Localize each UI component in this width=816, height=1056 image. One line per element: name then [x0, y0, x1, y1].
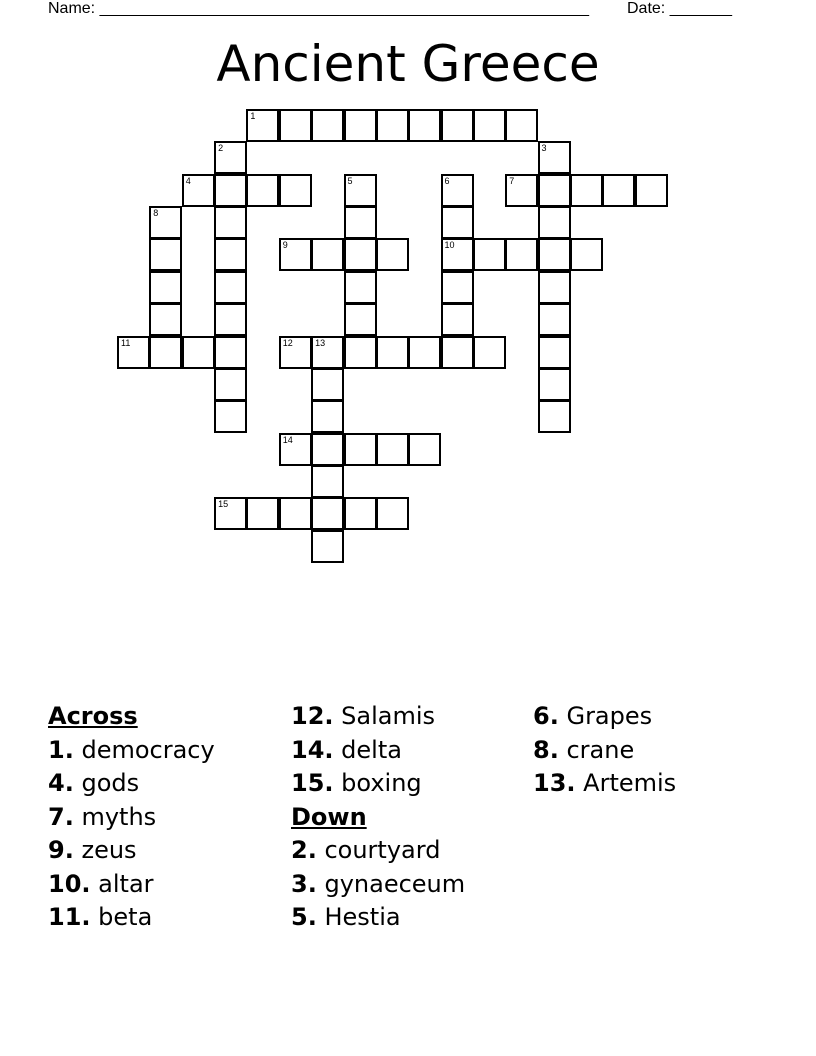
clue-number: 6.: [533, 702, 559, 730]
clue-number: 15.: [291, 769, 334, 797]
grid-cell[interactable]: [473, 109, 506, 142]
clue-number: 2.: [291, 836, 317, 864]
clue-across-11: [48, 901, 288, 935]
grid-cell[interactable]: [635, 174, 668, 207]
clue-text: beta: [98, 903, 153, 931]
grid-cell[interactable]: [214, 303, 247, 336]
clue-text: Salamis: [341, 702, 436, 730]
clue-number: 10.: [48, 869, 91, 898]
clue-text: zeus: [81, 836, 137, 864]
grid-cell[interactable]: [602, 174, 635, 207]
grid-cell[interactable]: [344, 174, 377, 207]
grid-cell[interactable]: [214, 238, 247, 271]
grid-cell[interactable]: [344, 271, 377, 304]
grid-cell[interactable]: [149, 336, 182, 369]
grid-cell[interactable]: [376, 336, 409, 369]
clue-text: delta: [341, 735, 402, 764]
clue-text: crane: [566, 735, 635, 764]
clue-text: democracy: [81, 735, 215, 764]
grid-cell[interactable]: [149, 271, 182, 304]
clue-number: 7.: [48, 802, 74, 831]
grid-cell[interactable]: [376, 433, 409, 466]
grid-cell[interactable]: [344, 497, 377, 530]
grid-cell[interactable]: [344, 303, 377, 336]
grid-cell[interactable]: [279, 174, 312, 207]
cell-number: 6: [444, 175, 450, 186]
grid-cell[interactable]: [246, 174, 279, 207]
clue-down-3: [291, 868, 531, 902]
grid-cell[interactable]: [473, 238, 506, 271]
grid-cell[interactable]: [279, 433, 312, 466]
grid-cell[interactable]: [214, 206, 247, 239]
clue-text: gynaeceum: [324, 869, 466, 898]
grid-cell[interactable]: [441, 336, 474, 369]
grid-cell[interactable]: [311, 530, 344, 563]
grid-cell[interactable]: [311, 433, 344, 466]
clue-number: 8.: [533, 735, 559, 764]
page-title: Ancient Greece: [216, 35, 600, 93]
grid-cell[interactable]: [538, 206, 571, 239]
clue-down-13: [533, 767, 773, 801]
grid-cell[interactable]: [376, 109, 409, 142]
grid-cell[interactable]: [279, 109, 312, 142]
cell-number: 7: [509, 175, 515, 186]
clue-text: myths: [81, 802, 157, 831]
grid-cell[interactable]: [344, 336, 377, 369]
clue-across-1: [48, 734, 288, 768]
clue-across-10: [48, 868, 288, 902]
across-heading: Across: [48, 702, 138, 730]
grid-cell[interactable]: [505, 174, 538, 207]
clue-number: 4.: [48, 769, 74, 797]
cell-number: 3: [541, 143, 547, 154]
grid-cell[interactable]: [538, 400, 571, 433]
grid-cell[interactable]: [311, 465, 344, 498]
grid-cell[interactable]: [505, 109, 538, 142]
clue-text: altar: [98, 869, 154, 898]
grid-cell[interactable]: [376, 238, 409, 271]
grid-cell[interactable]: [149, 238, 182, 271]
clue-text: Grapes: [566, 702, 653, 730]
name-line[interactable]: Name: _______________________________________________________: [48, 0, 589, 17]
grid-cell[interactable]: [311, 109, 344, 142]
grid-cell[interactable]: [441, 206, 474, 239]
grid-cell[interactable]: [214, 368, 247, 401]
grid-cell[interactable]: [214, 174, 247, 207]
grid-cell[interactable]: [214, 497, 247, 530]
grid-cell[interactable]: [149, 303, 182, 336]
clue-down-5: [291, 901, 531, 935]
grid-cell[interactable]: [538, 271, 571, 304]
clue-across-9: [48, 834, 288, 868]
clue-text: boxing: [341, 769, 422, 797]
grid-cell[interactable]: [214, 271, 247, 304]
grid-cell[interactable]: [408, 109, 441, 142]
cell-number: 1: [250, 111, 256, 121]
grid-cell[interactable]: [538, 336, 571, 369]
clue-down-6: [533, 700, 773, 734]
down-heading: Down: [291, 802, 367, 831]
cell-number: 15: [218, 499, 229, 510]
grid-cell[interactable]: [311, 336, 344, 369]
clue-across-12: [291, 700, 531, 734]
grid-cell[interactable]: [376, 497, 409, 530]
grid-cell[interactable]: [441, 109, 474, 142]
grid-cell[interactable]: [538, 368, 571, 401]
grid-cell[interactable]: [279, 238, 312, 271]
clue-across-14: [291, 734, 531, 768]
grid-cell[interactable]: [279, 497, 312, 530]
cell-number: 11: [121, 337, 131, 348]
grid-cell[interactable]: [441, 174, 474, 207]
grid-cell[interactable]: [311, 368, 344, 401]
clue-number: 5.: [291, 903, 317, 931]
grid-cell[interactable]: [344, 433, 377, 466]
grid-cell[interactable]: [473, 336, 506, 369]
clue-number: 11.: [48, 903, 91, 931]
clue-down-2: [291, 834, 531, 868]
grid-cell[interactable]: [441, 303, 474, 336]
grid-cell[interactable]: [214, 336, 247, 369]
date-line[interactable]: Date: _______: [627, 0, 732, 17]
grid-cell[interactable]: [182, 174, 215, 207]
cell-number: 12: [282, 337, 293, 348]
grid-cell[interactable]: [214, 141, 247, 174]
cell-number: 9: [282, 240, 288, 251]
cell-number: 10: [444, 240, 455, 251]
clue-number: 14.: [291, 735, 334, 764]
grid-cell[interactable]: [182, 336, 215, 369]
grid-cell[interactable]: [311, 497, 344, 530]
grid-cell[interactable]: [344, 206, 377, 239]
clue-column-3: [533, 700, 773, 801]
grid-cell[interactable]: [311, 238, 344, 271]
clue-across-15: [291, 767, 531, 801]
clue-text: gods: [81, 769, 140, 797]
grid-cell[interactable]: [538, 238, 571, 271]
grid-cell[interactable]: [214, 400, 247, 433]
grid-cell[interactable]: [441, 271, 474, 304]
grid-cell[interactable]: [408, 336, 441, 369]
cell-number: 5: [347, 175, 353, 186]
clue-column-1: [48, 700, 288, 935]
grid-cell[interactable]: [538, 303, 571, 336]
clue-number: 3.: [291, 869, 317, 898]
clue-number: 12.: [291, 702, 334, 730]
grid-cell[interactable]: [311, 400, 344, 433]
clue-text: courtyard: [324, 836, 441, 864]
grid-cell[interactable]: [570, 174, 603, 207]
clue-number: 13.: [533, 769, 576, 797]
grid-cell[interactable]: [246, 497, 279, 530]
clue-text: Artemis: [583, 769, 677, 797]
grid-cell[interactable]: [538, 174, 571, 207]
grid-cell[interactable]: [505, 238, 538, 271]
grid-cell[interactable]: [279, 336, 312, 369]
cell-number: 8: [153, 208, 159, 219]
cell-number: 14: [282, 434, 293, 445]
clue-column-2: [291, 700, 531, 935]
clue-text: Hestia: [324, 903, 401, 931]
clue-across-7: [48, 801, 288, 835]
cell-number: 2: [218, 143, 224, 154]
cell-number: 13: [315, 337, 326, 348]
grid-cell[interactable]: [538, 141, 571, 174]
grid-cell[interactable]: [344, 238, 377, 271]
cell-number: 4: [185, 175, 191, 186]
grid-cell[interactable]: [441, 238, 474, 271]
clue-across-4: [48, 767, 288, 801]
grid-cell[interactable]: [246, 109, 279, 142]
clue-number: 1.: [48, 735, 74, 764]
grid-cell[interactable]: [570, 238, 603, 271]
grid-cell[interactable]: [149, 206, 182, 239]
grid-cell[interactable]: [117, 336, 150, 369]
grid-cell[interactable]: [408, 433, 441, 466]
grid-cell[interactable]: [344, 109, 377, 142]
clue-down-8: [533, 734, 773, 768]
clue-number: 9.: [48, 836, 74, 864]
